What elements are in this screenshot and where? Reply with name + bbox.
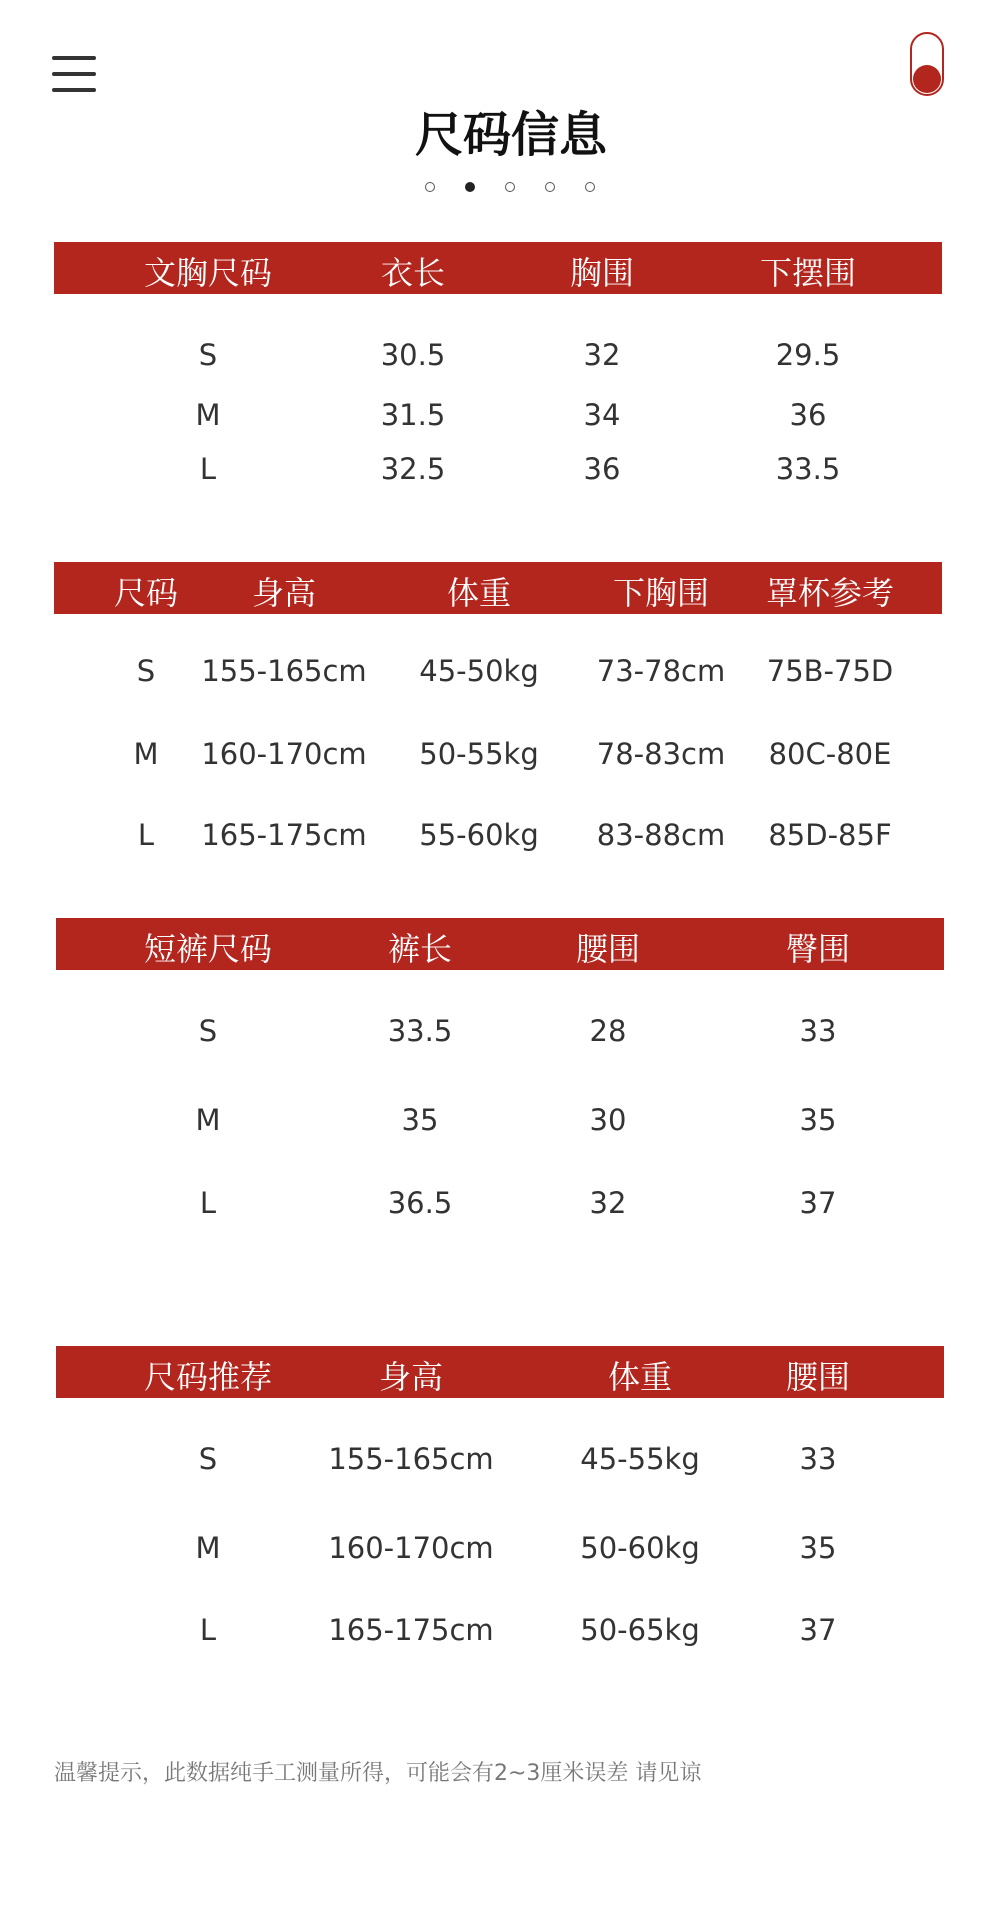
- table-cell: 35: [799, 1531, 837, 1565]
- table-cell: 37: [799, 1613, 837, 1647]
- table-cell: 83-88cm: [596, 818, 726, 852]
- table-header-cell: 下胸围: [612, 574, 710, 612]
- table-header-cell: 腰围: [785, 1358, 851, 1396]
- table-header-cell: 体重: [446, 574, 512, 612]
- table-cell: 29.5: [775, 338, 841, 372]
- table-cell: M: [195, 1531, 221, 1565]
- table-cell: 33.5: [775, 452, 841, 486]
- table-cell: L: [199, 1613, 217, 1647]
- table-cell: 155-165cm: [328, 1442, 494, 1476]
- toggle-knob: [913, 65, 941, 93]
- table-cell: 45-55kg: [580, 1442, 700, 1476]
- table-cell: L: [137, 818, 155, 852]
- table-cell: 30.5: [380, 338, 446, 372]
- table-cell: 32: [589, 1186, 627, 1220]
- table-cell: 33: [799, 1014, 837, 1048]
- table-cell: 36: [789, 398, 827, 432]
- table-cell: 28: [589, 1014, 627, 1048]
- table-cell: 45-50kg: [419, 654, 539, 688]
- table-cell: 36.5: [387, 1186, 453, 1220]
- table-header-cell: 裤长: [387, 930, 453, 968]
- toggle-switch[interactable]: [910, 32, 944, 96]
- carousel-dot[interactable]: [505, 182, 515, 192]
- carousel-dot[interactable]: [465, 182, 475, 192]
- table-cell: 80C-80E: [768, 737, 892, 771]
- table-cell: 33: [799, 1442, 837, 1476]
- table-header-cell: 臀围: [785, 930, 851, 968]
- table-cell: 34: [583, 398, 621, 432]
- table-cell: 31.5: [380, 398, 446, 432]
- table-header-cell: 尺码: [113, 574, 179, 612]
- table-header-cell: 身高: [378, 1358, 444, 1396]
- table-cell: 50-60kg: [580, 1531, 700, 1565]
- table-cell: 35: [401, 1103, 439, 1137]
- carousel-dot[interactable]: [425, 182, 435, 192]
- table-cell: 165-175cm: [201, 818, 367, 852]
- table-cell: S: [136, 654, 156, 688]
- table-cell: 165-175cm: [328, 1613, 494, 1647]
- table-cell: 37: [799, 1186, 837, 1220]
- table-header-cell: 文胸尺码: [143, 254, 273, 292]
- table-cell: L: [199, 452, 217, 486]
- table-cell: 30: [589, 1103, 627, 1137]
- table-cell: 160-170cm: [328, 1531, 494, 1565]
- table-cell: S: [198, 1014, 218, 1048]
- table-header-cell: 短裤尺码: [143, 930, 273, 968]
- table-cell: 50-55kg: [419, 737, 539, 771]
- table-cell: 78-83cm: [596, 737, 726, 771]
- table-cell: 32: [583, 338, 621, 372]
- table-cell: S: [198, 1442, 218, 1476]
- table-header-cell: 罩杯参考: [765, 574, 895, 612]
- table-header-cell: 胸围: [569, 254, 635, 292]
- table-cell: 85D-85F: [768, 818, 892, 852]
- table-header-cell: 衣长: [380, 254, 446, 292]
- page-title: 尺码信息: [414, 107, 607, 163]
- table-cell: 55-60kg: [419, 818, 539, 852]
- table-cell: 160-170cm: [201, 737, 367, 771]
- table-header-cell: 下摆围: [759, 254, 857, 292]
- table-cell: 33.5: [387, 1014, 453, 1048]
- table-header-cell: 身高: [251, 574, 317, 612]
- table-cell: 155-165cm: [201, 654, 367, 688]
- footer-note: 温馨提示，此数据纯手工测量所得，可能会有2~3厘米误差 请见谅: [54, 1761, 702, 1786]
- table-cell: 73-78cm: [596, 654, 726, 688]
- hamburger-menu-icon[interactable]: [52, 54, 96, 94]
- table-header-cell: 尺码推荐: [143, 1358, 273, 1396]
- carousel-dot[interactable]: [545, 182, 555, 192]
- table-cell: 50-65kg: [580, 1613, 700, 1647]
- carousel-indicator: [425, 180, 605, 196]
- table-cell: L: [199, 1186, 217, 1220]
- table-cell: M: [195, 1103, 221, 1137]
- table-cell: 75B-75D: [766, 654, 894, 688]
- table-cell: M: [195, 398, 221, 432]
- table-cell: S: [198, 338, 218, 372]
- table-header-cell: 体重: [607, 1358, 673, 1396]
- carousel-dot[interactable]: [585, 182, 595, 192]
- table-cell: M: [133, 737, 159, 771]
- table-cell: 35: [799, 1103, 837, 1137]
- table-cell: 32.5: [380, 452, 446, 486]
- table-cell: 36: [583, 452, 621, 486]
- table-header-cell: 腰围: [575, 930, 641, 968]
